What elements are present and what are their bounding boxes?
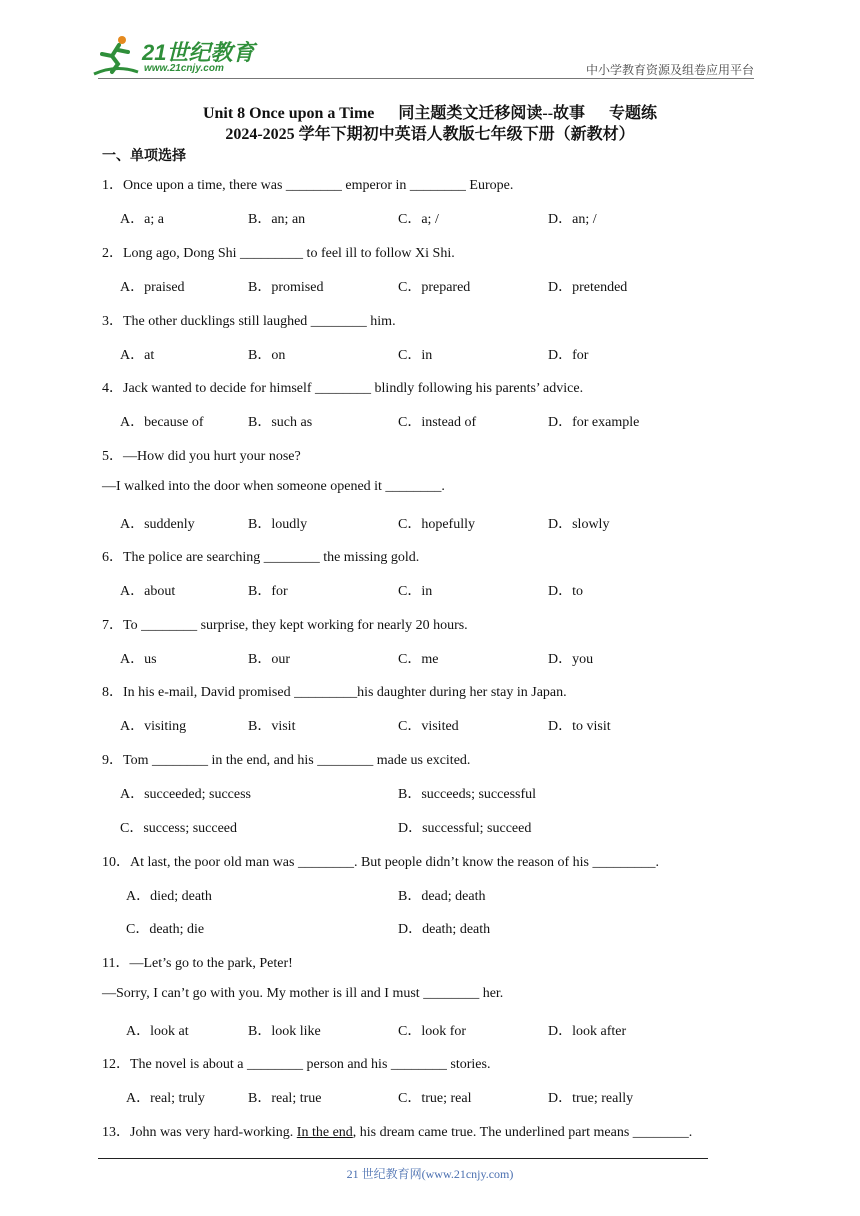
question-6-option-b: B．for: [248, 584, 288, 599]
question-2-option-d: D．pretended: [548, 280, 628, 295]
question-10-option-c: C．death; die: [126, 922, 205, 937]
question-11-option-c: C．look for: [398, 1024, 467, 1039]
question-12-option-b: B．real; true: [248, 1091, 322, 1106]
question-3-option-a: A．at: [120, 348, 155, 363]
title-unit: Unit 8 Once upon a Time: [202, 105, 375, 122]
question-7-stem: 7．To ________ surprise, they kept working for nearly 20 hours.: [102, 618, 468, 633]
question-3-option-b: B．on: [248, 348, 286, 363]
question-10-option-d: D．death; death: [398, 922, 491, 937]
title-line-2: 2024-2025 学年下期初中英语人教版七年级下册（新教材）: [225, 126, 635, 143]
question-3-stem: 3．The other ducklings still laughed ________ him.: [102, 314, 396, 329]
question-9-option-d: D．successful; succeed: [398, 821, 532, 836]
question-11-option-a: A．look at: [126, 1024, 189, 1039]
question-10-stem: 10．At last, the poor old man was ________. But people didn’t know the reason of his _________.: [102, 855, 659, 870]
question-13-underlined-phrase: In the end: [296, 1125, 353, 1140]
question-1-option-a: A．a; a: [120, 212, 164, 227]
section-heading: 一、单项选择: [102, 148, 186, 164]
question-2-option-a: A．praised: [120, 280, 185, 295]
question-13-stem-after: , his dream came true. The underlined part means ________.: [352, 1125, 693, 1140]
question-8-option-c: C．visited: [398, 719, 459, 734]
question-4-option-c: C．instead of: [398, 415, 477, 430]
question-7-option-b: B．our: [248, 652, 290, 667]
question-12-option-d: D．true; really: [548, 1091, 634, 1106]
question-8-option-b: B．visit: [248, 719, 296, 734]
question-4-option-d: D．for example: [548, 415, 640, 430]
question-12-option-a: A．real; truly: [126, 1091, 205, 1106]
runner-logo-icon: [92, 34, 140, 78]
title-line-1: [0, 100, 860, 123]
question-6-option-d: D．to: [548, 584, 583, 599]
logo: [92, 34, 262, 78]
question-1-stem: 1．Once upon a time, there was ________ emperor in ________ Europe.: [102, 178, 514, 193]
header-divider: [98, 78, 754, 79]
question-9-option-c: C．success; succeed: [120, 821, 238, 836]
logo-text: 21世纪教育: [142, 40, 255, 65]
question-1-option-d: D．an; /: [548, 212, 597, 227]
question-11-stem: 11．—Let’s go to the park, Peter!: [102, 956, 293, 971]
footer-text: 21 世纪教育网(www.21cnjy.com): [346, 1167, 514, 1181]
question-13-stem-before: 13．John was very hard-working.: [102, 1125, 297, 1140]
question-9-stem: 9．Tom ________ in the end, and his ________ made us excited.: [102, 753, 471, 768]
title-topic: 同主题类文迁移阅读--故事: [398, 105, 586, 122]
question-4-option-a: A．because of: [120, 415, 204, 430]
question-3-option-c: C．in: [398, 348, 433, 363]
question-5-option-a: A．suddenly: [120, 517, 195, 532]
question-7-option-d: D．you: [548, 652, 594, 667]
footer-divider: [98, 1158, 708, 1159]
page-header: [0, 0, 860, 90]
header-platform-text: 中小学教育资源及组卷应用平台: [585, 63, 754, 77]
question-11-option-b: B．look like: [248, 1024, 321, 1039]
question-6-option-c: C．in: [398, 584, 433, 599]
question-8-option-d: D．to visit: [548, 719, 611, 734]
question-11-option-d: D．look after: [548, 1024, 627, 1039]
question-6-stem: 6．The police are searching ________ the missing gold.: [102, 550, 420, 565]
question-3-option-d: D．for: [548, 348, 589, 363]
question-12-stem: 12．The novel is about a ________ person and his ________ stories.: [102, 1057, 491, 1072]
question-4-option-b: B．such as: [248, 415, 313, 430]
question-2-stem: 2．Long ago, Dong Shi _________ to feel ill to follow Xi Shi.: [102, 246, 455, 261]
question-5-stem-line-2: —I walked into the door when someone opened it ________.: [102, 479, 445, 494]
title-practice: 专题练: [609, 105, 658, 122]
question-9-option-b: B．succeeds; successful: [398, 787, 537, 802]
question-7-option-a: A．us: [120, 652, 157, 667]
question-5-option-d: D．slowly: [548, 517, 610, 532]
question-4-stem: 4．Jack wanted to decide for himself ________ blindly following his parents’ advice.: [102, 381, 584, 396]
question-8-option-a: A．visiting: [120, 719, 187, 734]
question-2-option-c: C．prepared: [398, 280, 471, 295]
question-5-option-c: C．hopefully: [398, 517, 475, 532]
question-7-option-c: C．me: [398, 652, 439, 667]
question-6-option-a: A．about: [120, 584, 176, 599]
question-13-stem: [102, 1121, 692, 1141]
question-10-option-b: B．dead; death: [398, 889, 486, 904]
question-2-option-b: B．promised: [248, 280, 324, 295]
question-11-stem-line-2: —Sorry, I can’t go with you. My mother is ill and I must ________ her.: [102, 986, 504, 1001]
question-5-option-b: B．loudly: [248, 517, 308, 532]
question-9-option-a: A．succeeded; success: [120, 787, 252, 802]
logo-url: www.21cnjy.com: [144, 63, 224, 74]
question-5-stem: 5．—How did you hurt your nose?: [102, 449, 301, 464]
question-1-option-b: B．an; an: [248, 212, 306, 227]
question-8-stem: 8．In his e-mail, David promised _________his daughter during her stay in Japan.: [102, 685, 567, 700]
question-10-option-a: A．died; death: [126, 889, 212, 904]
question-1-option-c: C．a; /: [398, 212, 439, 227]
question-12-option-c: C．true; real: [398, 1091, 472, 1106]
